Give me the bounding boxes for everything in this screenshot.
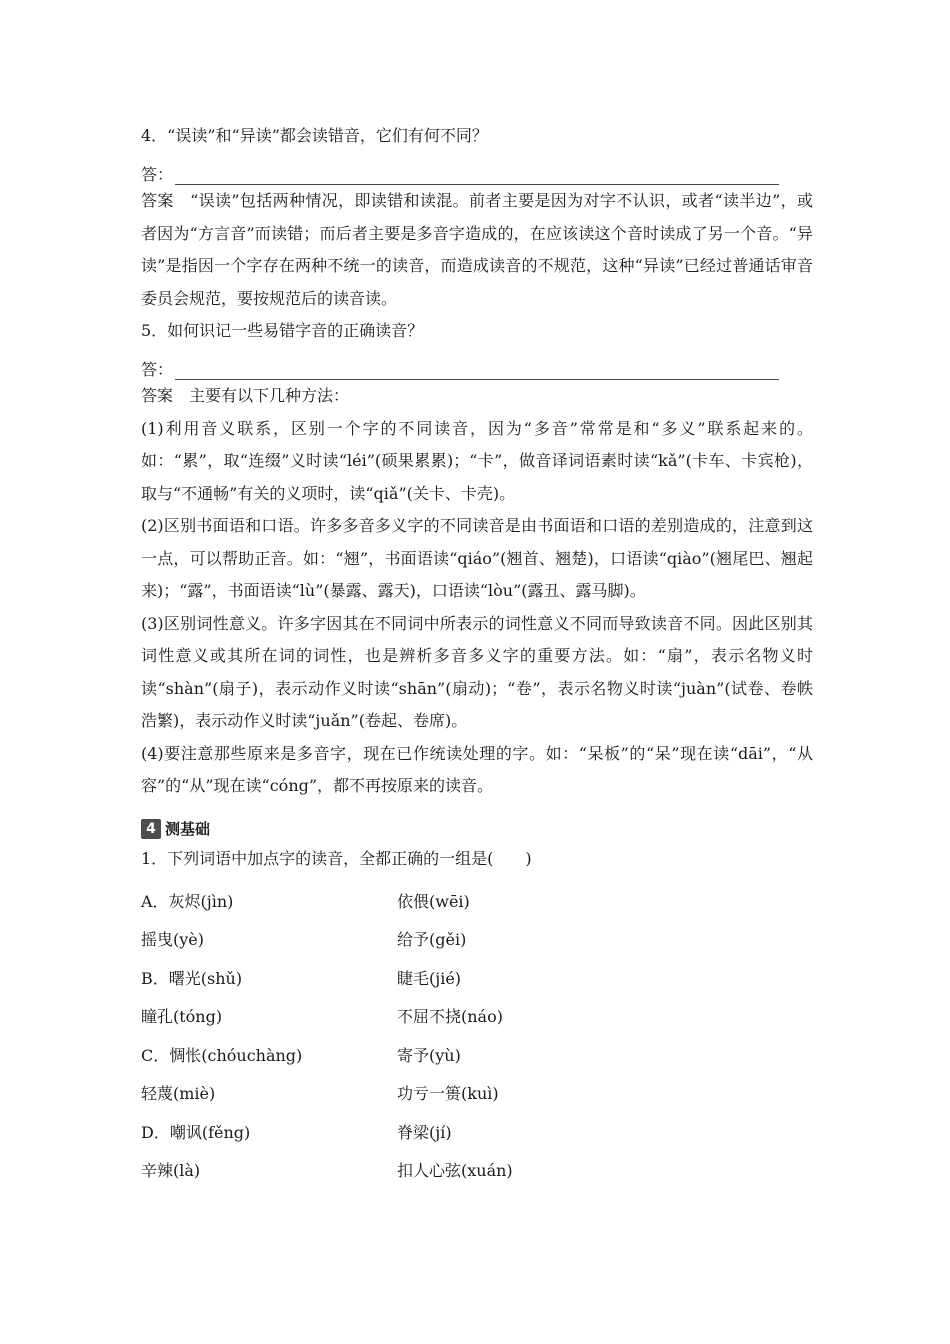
option-cell: 脊梁(jí) xyxy=(397,1122,452,1142)
answer-4: 答案 “误读”包括两种情况，即读错和读混。前者主要是因为对字不认识，或者“读半边”，或者因为“方言音”而读错；而后者主要是多音字造成的，在应该读这个音时读成了另一个音。“异读”是指因一个字存在两种不统一的读音，而造成读音的不规范，这种“异读”已经过普通话审音委员会规范，要按规范后的读音读。 xyxy=(141,191,813,308)
option-row xyxy=(141,881,813,920)
option-cell: 轻蔑(miè) xyxy=(141,1084,216,1104)
answer-line-5 xyxy=(141,348,813,381)
quiz-question: 1．下列词语中加点字的读音，全都正确的一组是( ) xyxy=(141,848,532,868)
method-2: (2)区别书面语和口语。许多多音多义字的不同读音是由书面语和口语的差别造成的，注意到这一点，可以帮助正音。如：“翘”，书面语读“qiáo”(翘首、翘楚)，口语读“qiào”(翘尾巴、翘起来)；“露”，书面语读“lù”(暴露、露天)，口语读“lòu”(露丑、露马脚)。 xyxy=(141,516,813,600)
document-page xyxy=(141,120,813,1189)
option-cell: 依偎(wēi) xyxy=(397,891,470,911)
option-row xyxy=(141,997,813,1036)
quiz-options xyxy=(141,881,813,1189)
option-row xyxy=(141,1035,813,1074)
answer-line-4 xyxy=(141,153,813,186)
option-cell: 瞳孔(tóng) xyxy=(141,1007,223,1027)
section-number-badge: 4 xyxy=(141,819,161,839)
option-cell: C．惆怅(chóuchàng) xyxy=(141,1045,303,1065)
section-header xyxy=(141,815,813,843)
option-row xyxy=(141,1112,813,1151)
section-title: 测基础 xyxy=(165,820,211,838)
method-4: (4)要注意那些原来是多音字，现在已作统读处理的字。如：“呆板”的“呆”现在读“dāi”，“从容”的“从”现在读“cóng”，都不再按原来的读音。 xyxy=(141,743,813,795)
answer-prompt: 答： xyxy=(141,360,174,379)
answer-blank[interactable] xyxy=(175,363,779,380)
option-cell: 辛辣(là) xyxy=(141,1161,201,1181)
option-row xyxy=(141,1074,813,1113)
option-cell: 摇曳(yè) xyxy=(141,930,204,950)
answer-5-intro: 答案 主要有以下几种方法： xyxy=(141,386,350,405)
option-row xyxy=(141,920,813,959)
answer-prompt: 答： xyxy=(141,165,174,184)
question-5: 5．如何识记一些易错字音的正确读音？ xyxy=(141,321,424,340)
option-cell: A．灰烬(jìn) xyxy=(141,891,234,911)
option-cell: 功亏一篑(kuì) xyxy=(397,1084,499,1104)
option-row xyxy=(141,1151,813,1190)
option-cell: B．曙光(shǔ) xyxy=(141,968,243,988)
method-1: (1)利用音义联系，区别一个字的不同读音，因为“多音”常常是和“多义”联系起来的。如：“累”，取“连缀”义时读“léi”(硕果累累)；“卡”，做音译词语素时读“kǎ”(卡车、卡宾枪)，取与“不通畅”有关的义项时，读“qiǎ”(关卡、卡壳)。 xyxy=(141,418,813,503)
option-cell: 不屈不挠(náo) xyxy=(397,1007,503,1027)
option-cell: 扣人心弦(xuán) xyxy=(397,1161,513,1181)
answer-blank[interactable] xyxy=(175,168,779,185)
option-cell: 寄予(yù) xyxy=(397,1045,461,1065)
option-cell: 给予(gěi) xyxy=(397,930,467,950)
option-cell: D．嘲讽(fěng) xyxy=(141,1122,251,1142)
question-4: 4．“误读”和“异读”都会读错音，它们有何不同？ xyxy=(141,126,488,145)
method-3: (3)区别词性意义。许多字因其在不同词中所表示的词性意义不同而导致读音不同。因此区别其词性意义或其所在词的词性，也是辨析多音多义字的重要方法。如：“扇”，表示名物义时读“shàn”(扇子)，表示动作义时读“shān”(扇动)；“卷”，表示名物义时读“juàn”(试卷、卷帙浩繁)，表示动作义时读“juǎn”(卷起、卷席)。 xyxy=(141,613,813,730)
option-row xyxy=(141,958,813,997)
option-cell: 睫毛(jié) xyxy=(397,968,462,988)
